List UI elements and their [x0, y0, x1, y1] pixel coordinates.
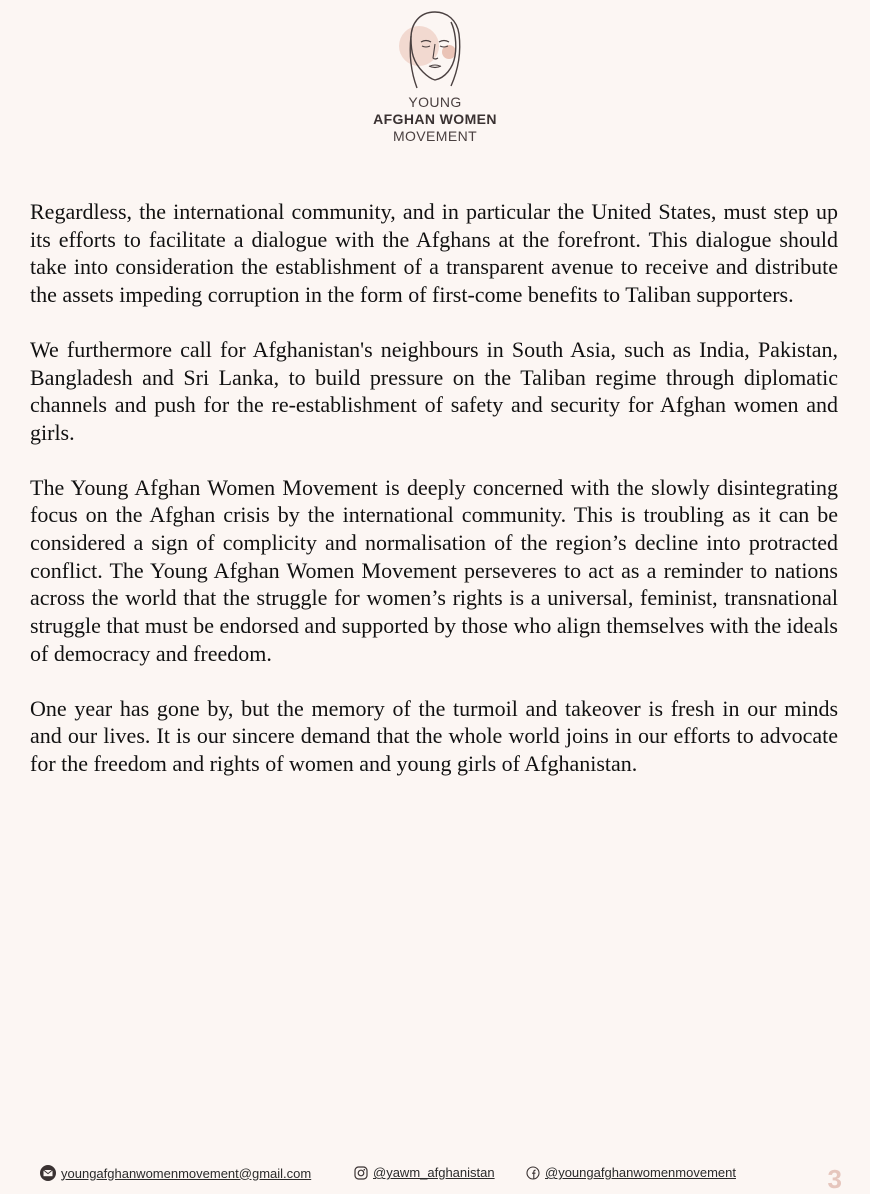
logo-line-afghan-women: AFGHAN WOMEN: [373, 111, 497, 127]
contact-footer: [40, 1163, 830, 1185]
statement-body: [30, 198, 838, 805]
paragraph-4: One year has gone by, but the memory of the turmoil and takeover is fresh in our minds and our lives. It is our sincere demand that the whole world joins in our efforts to advocate for the freedom and rights of women and young girls of Afghanistan.: [30, 695, 838, 776]
page-number: 3: [827, 1164, 842, 1194]
instagram-link[interactable]: @yawm_afghanistan: [373, 1165, 495, 1180]
paragraph-2: We furthermore call for Afghanistan's neighbours in South Asia, such as India, Pakistan, Bangladesh and Sri Lanka, to build pressure on the Taliban regime through diplomatic channels and push for the re-establishment of safety and security for Afghan women and girls.: [30, 336, 838, 445]
logo: [0, 6, 870, 145]
footer-email[interactable]: [40, 1165, 311, 1181]
facebook-link[interactable]: @youngafghanwomenmovement: [545, 1165, 736, 1180]
footer-instagram[interactable]: [354, 1165, 495, 1180]
logo-wordmark: [0, 94, 870, 145]
paragraph-3: The Young Afghan Women Movement is deeply concerned with the slowly disintegrating focus on the Afghan crisis by the international community. This is troubling as it can be considered a sign of complicity and normalisation of the region’s decline into protracted conflict. The Young Afghan Women Movement perseveres to act as a reminder to nations across the world that the struggle for women’s rights is a universal, feminist, transnational struggle that must be endorsed and supported by those who align themselves with the ideals of democracy and freedom.: [30, 474, 838, 666]
paragraph-1: Regardless, the international community, and in particular the United States, must step up its efforts to facilitate a dialogue with the Afghans at the forefront. This dialogue should take into consideration the establishment of a transparent avenue to receive and distribute the assets impeding corruption in the form of first-come benefits to Taliban supporters.: [30, 199, 838, 308]
instagram-icon: [354, 1166, 368, 1180]
facebook-icon: [526, 1166, 540, 1180]
woman-face-line-art-icon: [395, 6, 475, 92]
footer-facebook[interactable]: [526, 1165, 736, 1180]
envelope-icon: [40, 1165, 56, 1181]
logo-line-movement: MOVEMENT: [392, 128, 478, 144]
logo-line-young: YOUNG: [408, 94, 462, 110]
email-link[interactable]: youngafghanwomenmovement@gmail.com: [61, 1165, 312, 1181]
